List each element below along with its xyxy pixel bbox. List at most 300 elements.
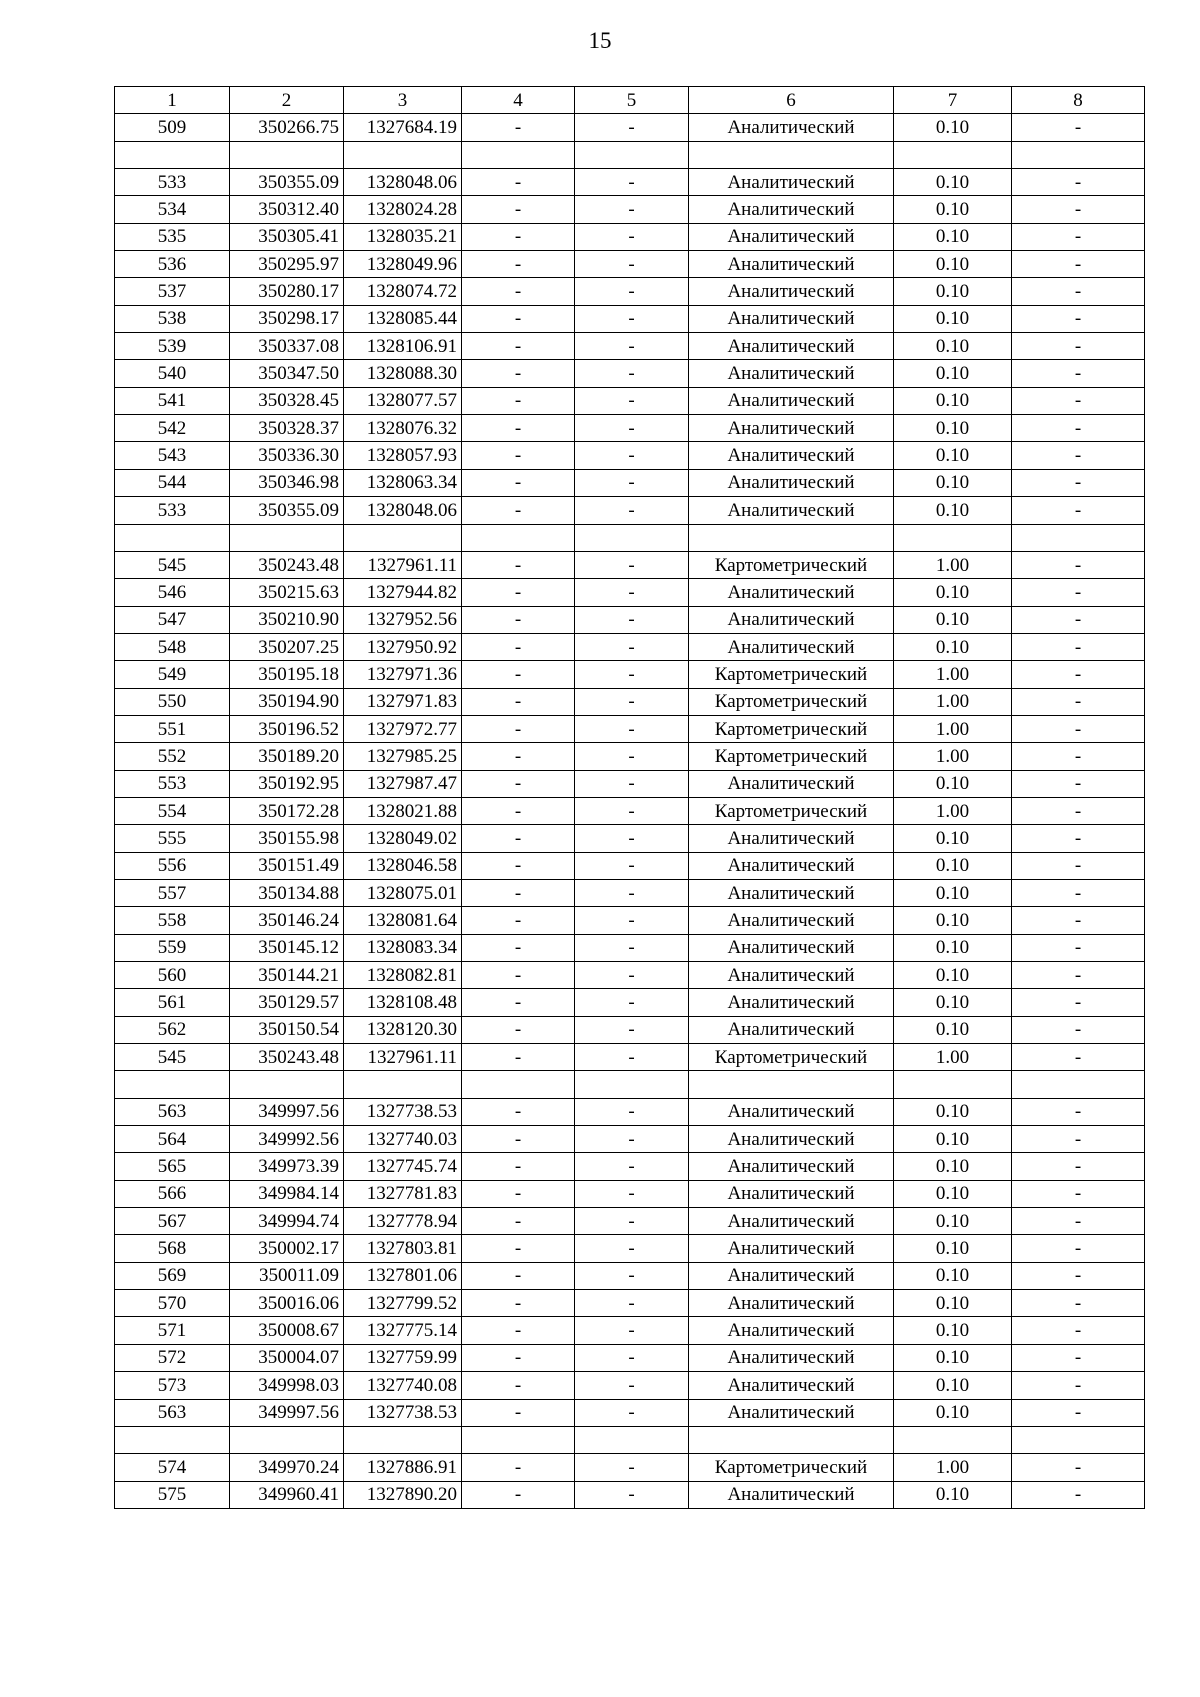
x-coordinate-cell: 350243.48 <box>230 1044 344 1071</box>
column-4-cell: - <box>462 688 575 715</box>
y-coordinate-cell: 1327759.99 <box>344 1344 462 1371</box>
x-coordinate-cell: 349973.39 <box>230 1153 344 1180</box>
y-coordinate-cell <box>344 524 462 551</box>
column-8-cell: - <box>1012 333 1145 360</box>
column-8-cell: - <box>1012 1016 1145 1043</box>
method-cell: Аналитический <box>689 879 894 906</box>
column-8-cell <box>1012 1426 1145 1453</box>
x-coordinate-cell <box>230 1426 344 1453</box>
column-5-cell: - <box>575 1126 689 1153</box>
column-4-cell: - <box>462 305 575 332</box>
column-4-cell: - <box>462 442 575 469</box>
point-number-cell <box>115 141 230 168</box>
x-coordinate-cell: 350266.75 <box>230 114 344 141</box>
accuracy-cell: 0.10 <box>894 852 1012 879</box>
column-8-cell: - <box>1012 1098 1145 1125</box>
column-4-cell: - <box>462 251 575 278</box>
page-number: 15 <box>588 28 612 53</box>
column-5-cell: - <box>575 852 689 879</box>
accuracy-cell: 0.10 <box>894 114 1012 141</box>
table-row <box>115 1180 1145 1207</box>
column-8-cell: - <box>1012 1290 1145 1317</box>
accuracy-cell: 0.10 <box>894 497 1012 524</box>
column-5-cell: - <box>575 1399 689 1426</box>
column-8-cell: - <box>1012 1235 1145 1262</box>
column-8-cell: - <box>1012 442 1145 469</box>
column-header: 7 <box>894 87 1012 114</box>
method-cell: Аналитический <box>689 1317 894 1344</box>
y-coordinate-cell: 1327745.74 <box>344 1153 462 1180</box>
table-row <box>115 415 1145 442</box>
column-5-cell: - <box>575 1153 689 1180</box>
point-number-cell: 565 <box>115 1153 230 1180</box>
column-5-cell: - <box>575 1290 689 1317</box>
method-cell: Аналитический <box>689 196 894 223</box>
accuracy-cell: 0.10 <box>894 1262 1012 1289</box>
column-8-cell: - <box>1012 1344 1145 1371</box>
column-8-cell: - <box>1012 606 1145 633</box>
point-number-cell: 570 <box>115 1290 230 1317</box>
table-row <box>115 251 1145 278</box>
method-cell <box>689 141 894 168</box>
x-coordinate-cell: 350328.37 <box>230 415 344 442</box>
x-coordinate-cell: 350004.07 <box>230 1344 344 1371</box>
method-cell: Аналитический <box>689 415 894 442</box>
x-coordinate-cell: 350194.90 <box>230 688 344 715</box>
table-row <box>115 278 1145 305</box>
column-5-cell <box>575 524 689 551</box>
point-number-cell: 538 <box>115 305 230 332</box>
method-cell: Картометрический <box>689 1044 894 1071</box>
y-coordinate-cell: 1327971.83 <box>344 688 462 715</box>
method-cell: Аналитический <box>689 251 894 278</box>
table-row <box>115 825 1145 852</box>
point-number-cell: 544 <box>115 469 230 496</box>
column-4-cell: - <box>462 1317 575 1344</box>
y-coordinate-cell: 1327890.20 <box>344 1481 462 1508</box>
column-4-cell: - <box>462 333 575 360</box>
accuracy-cell: 0.10 <box>894 606 1012 633</box>
column-8-cell: - <box>1012 661 1145 688</box>
table-row <box>115 1208 1145 1235</box>
column-4-cell <box>462 1426 575 1453</box>
point-number-cell: 536 <box>115 251 230 278</box>
column-8-cell: - <box>1012 251 1145 278</box>
y-coordinate-cell <box>344 1426 462 1453</box>
column-8-cell <box>1012 1071 1145 1098</box>
point-number-cell: 563 <box>115 1098 230 1125</box>
method-cell <box>689 524 894 551</box>
accuracy-cell: 0.10 <box>894 1126 1012 1153</box>
header-row <box>115 87 1145 114</box>
y-coordinate-cell: 1327775.14 <box>344 1317 462 1344</box>
y-coordinate-cell: 1327684.19 <box>344 114 462 141</box>
column-5-cell: - <box>575 169 689 196</box>
method-cell: Аналитический <box>689 333 894 360</box>
y-coordinate-cell: 1328035.21 <box>344 223 462 250</box>
x-coordinate-cell: 350134.88 <box>230 879 344 906</box>
x-coordinate-cell: 350346.98 <box>230 469 344 496</box>
column-header: 3 <box>344 87 462 114</box>
x-coordinate-cell: 350146.24 <box>230 907 344 934</box>
column-5-cell: - <box>575 278 689 305</box>
accuracy-cell: 0.10 <box>894 278 1012 305</box>
method-cell: Картометрический <box>689 715 894 742</box>
table-row <box>115 1126 1145 1153</box>
method-cell: Аналитический <box>689 1208 894 1235</box>
method-cell: Аналитический <box>689 223 894 250</box>
point-number-cell: 548 <box>115 633 230 660</box>
method-cell: Аналитический <box>689 852 894 879</box>
accuracy-cell: 0.10 <box>894 305 1012 332</box>
x-coordinate-cell: 350129.57 <box>230 989 344 1016</box>
table-row <box>115 688 1145 715</box>
method-cell: Аналитический <box>689 1126 894 1153</box>
accuracy-cell: 0.10 <box>894 1481 1012 1508</box>
column-4-cell: - <box>462 1344 575 1371</box>
accuracy-cell: 0.10 <box>894 415 1012 442</box>
table-row <box>115 1481 1145 1508</box>
accuracy-cell: 0.10 <box>894 360 1012 387</box>
column-8-cell: - <box>1012 497 1145 524</box>
x-coordinate-cell: 350328.45 <box>230 387 344 414</box>
column-5-cell: - <box>575 1180 689 1207</box>
x-coordinate-cell: 349997.56 <box>230 1098 344 1125</box>
column-5-cell: - <box>575 1016 689 1043</box>
table-row <box>115 114 1145 141</box>
point-number-cell: 537 <box>115 278 230 305</box>
column-5-cell <box>575 1426 689 1453</box>
accuracy-cell: 0.10 <box>894 1372 1012 1399</box>
column-5-cell: - <box>575 415 689 442</box>
method-cell: Аналитический <box>689 1180 894 1207</box>
table-row <box>115 360 1145 387</box>
y-coordinate-cell: 1327740.08 <box>344 1372 462 1399</box>
accuracy-cell: 0.10 <box>894 333 1012 360</box>
point-number-cell: 568 <box>115 1235 230 1262</box>
separator-row <box>115 524 1145 551</box>
x-coordinate-cell: 350243.48 <box>230 551 344 578</box>
y-coordinate-cell: 1328049.96 <box>344 251 462 278</box>
column-4-cell: - <box>462 387 575 414</box>
point-number-cell: 547 <box>115 606 230 633</box>
method-cell: Аналитический <box>689 360 894 387</box>
accuracy-cell: 0.10 <box>894 442 1012 469</box>
column-4-cell: - <box>462 770 575 797</box>
x-coordinate-cell: 350151.49 <box>230 852 344 879</box>
column-4-cell: - <box>462 743 575 770</box>
point-number-cell: 561 <box>115 989 230 1016</box>
accuracy-cell: 0.10 <box>894 1290 1012 1317</box>
y-coordinate-cell: 1328057.93 <box>344 442 462 469</box>
column-8-cell: - <box>1012 1044 1145 1071</box>
point-number-cell: 557 <box>115 879 230 906</box>
column-5-cell: - <box>575 251 689 278</box>
x-coordinate-cell: 350305.41 <box>230 223 344 250</box>
y-coordinate-cell: 1328088.30 <box>344 360 462 387</box>
y-coordinate-cell: 1328074.72 <box>344 278 462 305</box>
method-cell: Аналитический <box>689 305 894 332</box>
column-4-cell: - <box>462 1016 575 1043</box>
point-number-cell: 553 <box>115 770 230 797</box>
table-row <box>115 305 1145 332</box>
column-4-cell: - <box>462 1262 575 1289</box>
accuracy-cell: 0.10 <box>894 1399 1012 1426</box>
y-coordinate-cell: 1328120.30 <box>344 1016 462 1043</box>
table-row <box>115 715 1145 742</box>
y-coordinate-cell: 1328083.34 <box>344 934 462 961</box>
point-number-cell: 560 <box>115 962 230 989</box>
method-cell: Картометрический <box>689 551 894 578</box>
y-coordinate-cell: 1327952.56 <box>344 606 462 633</box>
accuracy-cell: 1.00 <box>894 551 1012 578</box>
column-5-cell: - <box>575 661 689 688</box>
x-coordinate-cell: 350337.08 <box>230 333 344 360</box>
column-8-cell: - <box>1012 797 1145 824</box>
column-4-cell: - <box>462 1235 575 1262</box>
y-coordinate-cell: 1328048.06 <box>344 497 462 524</box>
point-number-cell: 569 <box>115 1262 230 1289</box>
column-4-cell: - <box>462 1290 575 1317</box>
point-number-cell: 564 <box>115 1126 230 1153</box>
table-row <box>115 879 1145 906</box>
method-cell: Аналитический <box>689 469 894 496</box>
x-coordinate-cell: 350355.09 <box>230 497 344 524</box>
column-header: 2 <box>230 87 344 114</box>
column-5-cell: - <box>575 1208 689 1235</box>
y-coordinate-cell: 1328048.06 <box>344 169 462 196</box>
accuracy-cell <box>894 1071 1012 1098</box>
accuracy-cell: 0.10 <box>894 934 1012 961</box>
accuracy-cell: 0.10 <box>894 1180 1012 1207</box>
y-coordinate-cell <box>344 1071 462 1098</box>
point-number-cell: 534 <box>115 196 230 223</box>
y-coordinate-cell: 1327801.06 <box>344 1262 462 1289</box>
accuracy-cell: 0.10 <box>894 962 1012 989</box>
point-number-cell: 573 <box>115 1372 230 1399</box>
accuracy-cell: 1.00 <box>894 661 1012 688</box>
method-cell <box>689 1071 894 1098</box>
method-cell: Аналитический <box>689 1016 894 1043</box>
accuracy-cell: 0.10 <box>894 825 1012 852</box>
point-number-cell: 509 <box>115 114 230 141</box>
method-cell: Аналитический <box>689 1262 894 1289</box>
column-5-cell: - <box>575 1044 689 1071</box>
y-coordinate-cell: 1328085.44 <box>344 305 462 332</box>
x-coordinate-cell: 350298.17 <box>230 305 344 332</box>
accuracy-cell: 1.00 <box>894 715 1012 742</box>
column-4-cell: - <box>462 633 575 660</box>
column-5-cell: - <box>575 962 689 989</box>
method-cell: Аналитический <box>689 1344 894 1371</box>
x-coordinate-cell: 350155.98 <box>230 825 344 852</box>
accuracy-cell <box>894 1426 1012 1453</box>
point-number-cell: 535 <box>115 223 230 250</box>
method-cell: Аналитический <box>689 387 894 414</box>
method-cell <box>689 1426 894 1453</box>
y-coordinate-cell: 1327950.92 <box>344 633 462 660</box>
column-8-cell: - <box>1012 1372 1145 1399</box>
accuracy-cell: 0.10 <box>894 1016 1012 1043</box>
x-coordinate-cell: 350016.06 <box>230 1290 344 1317</box>
accuracy-cell: 0.10 <box>894 387 1012 414</box>
separator-row <box>115 1071 1145 1098</box>
y-coordinate-cell: 1327886.91 <box>344 1454 462 1481</box>
x-coordinate-cell: 350008.67 <box>230 1317 344 1344</box>
column-8-cell: - <box>1012 989 1145 1016</box>
table-row <box>115 934 1145 961</box>
column-8-cell: - <box>1012 879 1145 906</box>
column-5-cell: - <box>575 305 689 332</box>
table-row <box>115 852 1145 879</box>
method-cell: Аналитический <box>689 770 894 797</box>
point-number-cell: 540 <box>115 360 230 387</box>
separator-row <box>115 141 1145 168</box>
accuracy-cell: 0.10 <box>894 1344 1012 1371</box>
separator-row <box>115 1426 1145 1453</box>
column-5-cell: - <box>575 907 689 934</box>
column-5-cell: - <box>575 333 689 360</box>
column-8-cell: - <box>1012 907 1145 934</box>
accuracy-cell: 1.00 <box>894 743 1012 770</box>
accuracy-cell: 0.10 <box>894 1153 1012 1180</box>
x-coordinate-cell <box>230 524 344 551</box>
column-4-cell: - <box>462 962 575 989</box>
column-5-cell: - <box>575 1317 689 1344</box>
table-row <box>115 1344 1145 1371</box>
x-coordinate-cell: 349998.03 <box>230 1372 344 1399</box>
column-4-cell: - <box>462 1044 575 1071</box>
point-number-cell: 555 <box>115 825 230 852</box>
column-4-cell: - <box>462 169 575 196</box>
y-coordinate-cell: 1327778.94 <box>344 1208 462 1235</box>
column-8-cell: - <box>1012 1399 1145 1426</box>
table-row <box>115 579 1145 606</box>
table-row <box>115 633 1145 660</box>
column-5-cell: - <box>575 223 689 250</box>
x-coordinate-cell: 350336.30 <box>230 442 344 469</box>
column-4-cell: - <box>462 797 575 824</box>
y-coordinate-cell: 1327971.36 <box>344 661 462 688</box>
column-5-cell: - <box>575 114 689 141</box>
x-coordinate-cell: 350172.28 <box>230 797 344 824</box>
column-4-cell <box>462 141 575 168</box>
point-number-cell <box>115 524 230 551</box>
table-row <box>115 469 1145 496</box>
table-row <box>115 1153 1145 1180</box>
point-number-cell: 563 <box>115 1399 230 1426</box>
column-8-cell: - <box>1012 770 1145 797</box>
table-row <box>115 907 1145 934</box>
column-5-cell: - <box>575 1481 689 1508</box>
column-8-cell: - <box>1012 360 1145 387</box>
point-number-cell: 575 <box>115 1481 230 1508</box>
method-cell: Аналитический <box>689 1372 894 1399</box>
point-number-cell: 567 <box>115 1208 230 1235</box>
y-coordinate-cell: 1327961.11 <box>344 551 462 578</box>
y-coordinate-cell: 1328024.28 <box>344 196 462 223</box>
y-coordinate-cell: 1327740.03 <box>344 1126 462 1153</box>
table-row <box>115 333 1145 360</box>
column-8-cell: - <box>1012 169 1145 196</box>
y-coordinate-cell: 1327799.52 <box>344 1290 462 1317</box>
column-4-cell: - <box>462 989 575 1016</box>
method-cell: Аналитический <box>689 1399 894 1426</box>
table-row <box>115 1372 1145 1399</box>
column-5-cell: - <box>575 1454 689 1481</box>
column-4-cell: - <box>462 469 575 496</box>
column-5-cell: - <box>575 825 689 852</box>
column-8-cell: - <box>1012 852 1145 879</box>
accuracy-cell: 1.00 <box>894 1044 1012 1071</box>
accuracy-cell: 0.10 <box>894 169 1012 196</box>
column-8-cell: - <box>1012 1481 1145 1508</box>
method-cell: Аналитический <box>689 278 894 305</box>
accuracy-cell: 0.10 <box>894 223 1012 250</box>
accuracy-cell <box>894 524 1012 551</box>
column-4-cell: - <box>462 196 575 223</box>
table-row <box>115 1399 1145 1426</box>
column-5-cell: - <box>575 196 689 223</box>
column-8-cell: - <box>1012 196 1145 223</box>
column-header: 5 <box>575 87 689 114</box>
column-8-cell <box>1012 141 1145 168</box>
column-5-cell <box>575 141 689 168</box>
y-coordinate-cell: 1328108.48 <box>344 989 462 1016</box>
column-5-cell: - <box>575 934 689 961</box>
column-8-cell: - <box>1012 114 1145 141</box>
y-coordinate-cell: 1328063.34 <box>344 469 462 496</box>
point-number-cell: 542 <box>115 415 230 442</box>
column-5-cell: - <box>575 1098 689 1125</box>
table-row <box>115 1290 1145 1317</box>
method-cell: Аналитический <box>689 1290 894 1317</box>
y-coordinate-cell: 1328046.58 <box>344 852 462 879</box>
column-8-cell: - <box>1012 1262 1145 1289</box>
point-number-cell: 559 <box>115 934 230 961</box>
method-cell: Аналитический <box>689 907 894 934</box>
column-4-cell <box>462 524 575 551</box>
column-8-cell: - <box>1012 387 1145 414</box>
point-number-cell: 545 <box>115 551 230 578</box>
column-4-cell: - <box>462 1399 575 1426</box>
point-number-cell: 551 <box>115 715 230 742</box>
table-row <box>115 387 1145 414</box>
column-8-cell: - <box>1012 1208 1145 1235</box>
point-number-cell: 533 <box>115 169 230 196</box>
y-coordinate-cell: 1327803.81 <box>344 1235 462 1262</box>
table-row <box>115 743 1145 770</box>
accuracy-cell: 0.10 <box>894 1098 1012 1125</box>
column-8-cell: - <box>1012 1126 1145 1153</box>
method-cell: Аналитический <box>689 962 894 989</box>
column-4-cell: - <box>462 934 575 961</box>
table-row <box>115 989 1145 1016</box>
point-number-cell: 533 <box>115 497 230 524</box>
point-number-cell: 545 <box>115 1044 230 1071</box>
x-coordinate-cell: 350210.90 <box>230 606 344 633</box>
column-5-cell: - <box>575 1262 689 1289</box>
table-row <box>115 797 1145 824</box>
column-8-cell: - <box>1012 278 1145 305</box>
x-coordinate-cell: 350189.20 <box>230 743 344 770</box>
column-4-cell: - <box>462 415 575 442</box>
point-number-cell: 543 <box>115 442 230 469</box>
y-coordinate-cell: 1328106.91 <box>344 333 462 360</box>
column-8-cell: - <box>1012 469 1145 496</box>
accuracy-cell: 0.10 <box>894 1317 1012 1344</box>
column-4-cell: - <box>462 360 575 387</box>
